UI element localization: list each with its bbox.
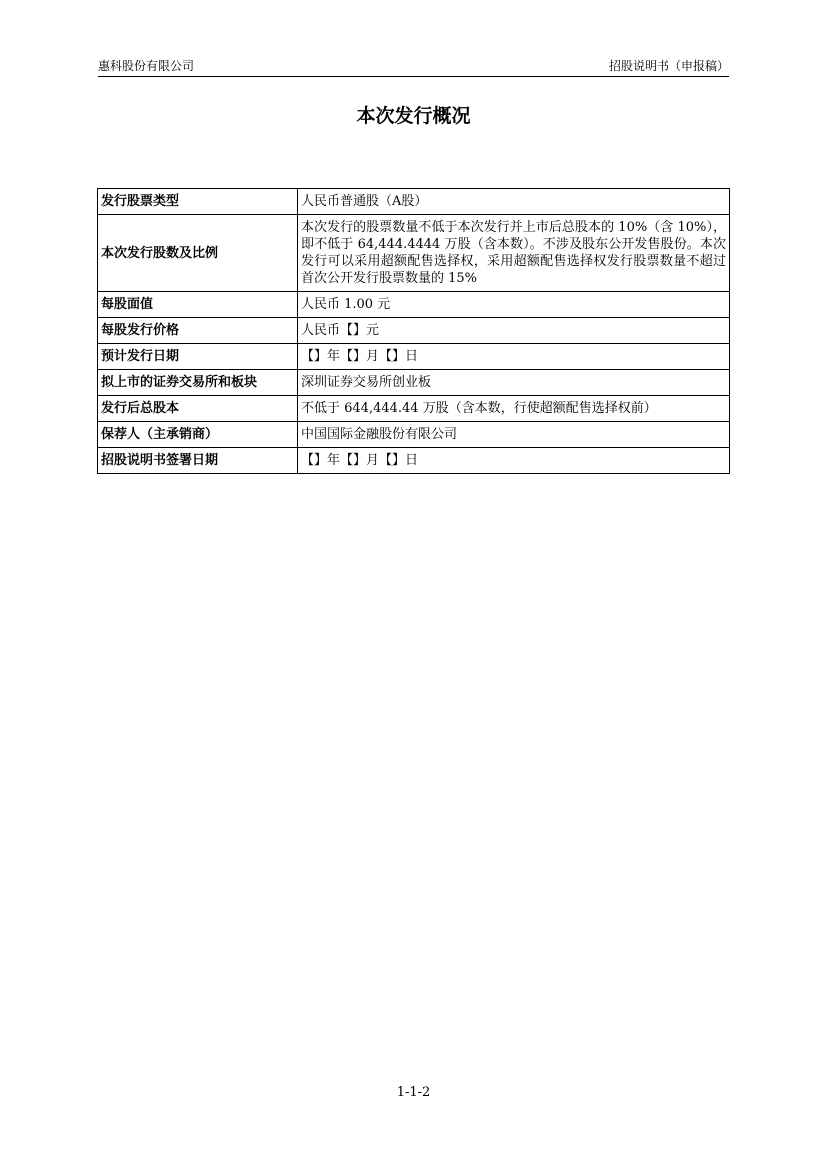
row-label: 每股发行价格 xyxy=(98,318,298,344)
company-name: 惠科股份有限公司 xyxy=(98,59,195,73)
table-row xyxy=(98,396,730,422)
row-label: 预计发行日期 xyxy=(98,344,298,370)
offering-overview-table xyxy=(97,188,730,474)
row-value: 本次发行的股票数量不低于本次发行并上市后总股本的 10%（含 10%），即不低于 64,444.4444 万股（含本数）。不涉及股东公开发售股份。本次发行可以采用超额配售选择权，采用超额配售选择权发行股票数量不超过首次公开发行股票数量的 15% xyxy=(298,215,730,292)
row-label: 每股面值 xyxy=(98,292,298,318)
row-value: 人民币 1.00 元 xyxy=(298,292,730,318)
document-type: 招股说明书（申报稿） xyxy=(608,59,729,73)
row-value: 不低于 644,444.44 万股（含本数，行使超额配售选择权前） xyxy=(298,396,730,422)
row-label: 本次发行股数及比例 xyxy=(98,215,298,292)
table-row xyxy=(98,448,730,474)
row-label: 发行股票类型 xyxy=(98,189,298,215)
table-row xyxy=(98,344,730,370)
table-row xyxy=(98,215,730,292)
row-value: 【】年【】月【】日 xyxy=(298,448,730,474)
row-label: 保荐人（主承销商） xyxy=(98,422,298,448)
row-label: 发行后总股本 xyxy=(98,396,298,422)
row-value: 中国国际金融股份有限公司 xyxy=(298,422,730,448)
page-number: 1-1-2 xyxy=(396,1085,431,1100)
row-value: 【】年【】月【】日 xyxy=(298,344,730,370)
row-value: 人民币【】元 xyxy=(298,318,730,344)
row-value: 深圳证券交易所创业板 xyxy=(298,370,730,396)
row-value: 人民币普通股（A股） xyxy=(298,189,730,215)
table-row xyxy=(98,189,730,215)
table-row xyxy=(98,370,730,396)
page-title: 本次发行概况 xyxy=(356,105,471,127)
table-row xyxy=(98,422,730,448)
table-row xyxy=(98,318,730,344)
row-label: 招股说明书签署日期 xyxy=(98,448,298,474)
row-label: 拟上市的证券交易所和板块 xyxy=(98,370,298,396)
table-row xyxy=(98,292,730,318)
page-header xyxy=(98,58,729,77)
